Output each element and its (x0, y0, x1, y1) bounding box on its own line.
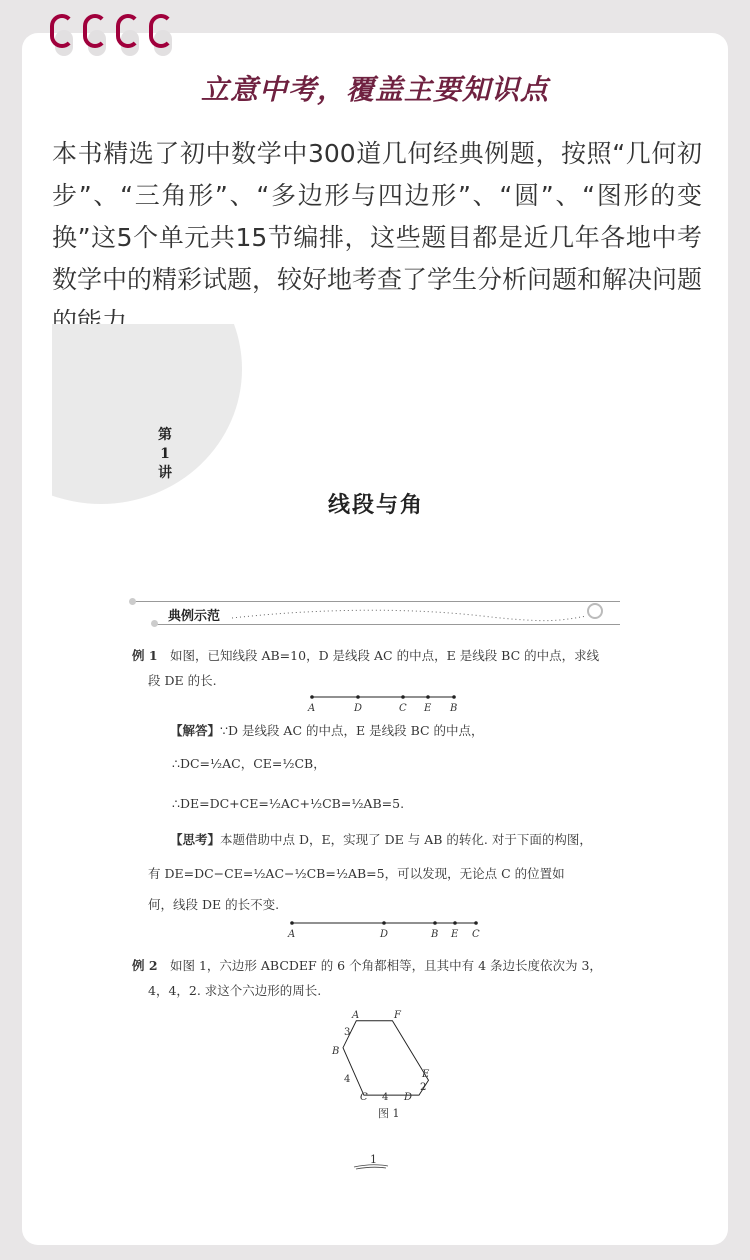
svg-text:A: A (288, 929, 296, 940)
svg-text:A: A (352, 1010, 360, 1021)
intro-paragraph: 本书精选了初中数学中300道几何经典例题，按照“几何初步”、“三角形”、“多边形与四边形”、“圆”、“图形的变换”这5个单元共15节编排，这些题目都是近几年各地中考数学中的精彩试题，较好地考查了学生分析问题和解决问题的能力。 (52, 139, 703, 336)
divider (132, 601, 620, 602)
example-1-text: 如图，已知线段 AB=10，D 是线段 AC 的中点，E 是线段 BC 的中点，求线 (170, 648, 600, 663)
chapter-title: 线段与角 (327, 492, 424, 518)
svg-text:B: B (450, 703, 458, 714)
decorative-circle (52, 324, 242, 504)
example-2-text: 4，4，2. 求这个六边形的周长. (148, 983, 322, 998)
figure-line-segment-2 (284, 918, 484, 940)
svg-text:D: D (380, 929, 389, 940)
lecture-number: 第 1 讲 (158, 427, 172, 481)
page-number: 1 (370, 1153, 377, 1166)
headline: 立意中考，覆盖主要知识点 (200, 73, 549, 106)
answer-line: 【解答】∵D 是线段 AC 的中点，E 是线段 BC 的中点， (170, 723, 484, 738)
svg-text:B: B (431, 929, 439, 940)
svg-text:E: E (451, 929, 459, 940)
magnifier-icon (587, 603, 603, 619)
section-label: 典例示范 (168, 609, 221, 624)
dotted-wave-decoration (232, 608, 592, 622)
answer-line: ∴DC=½AC，CE=½CB， (172, 756, 326, 771)
think-line: 何，线段 DE 的长不变. (148, 897, 280, 912)
svg-text:4: 4 (344, 1074, 351, 1085)
svg-text:C: C (472, 929, 480, 940)
figure-line-segment-1 (304, 692, 464, 714)
example-1-text: 段 DE 的长. (148, 673, 217, 688)
book-page-preview (52, 324, 700, 1184)
svg-text:E: E (424, 703, 432, 714)
example-1-label: 例 1 (132, 648, 158, 663)
think-line: 【思考】本题借助中点 D，E，实现了 DE 与 AB 的转化. 对于下面的构图， (170, 832, 592, 847)
svg-text:F: F (394, 1010, 401, 1021)
svg-text:3: 3 (344, 1027, 351, 1038)
svg-text:B: B (332, 1046, 340, 1057)
page-number-swash (352, 1162, 392, 1172)
example-2-text: 如图 1，六边形 ABCDEF 的 6 个角都相等，且其中有 4 条边长度依次为 3， (170, 958, 602, 973)
example-2-label: 例 2 (132, 958, 158, 973)
divider (152, 624, 620, 625)
svg-text:D: D (354, 703, 363, 714)
svg-text:C: C (360, 1092, 368, 1103)
svg-text:4: 4 (382, 1092, 389, 1103)
svg-text:A: A (308, 703, 316, 714)
svg-text:2: 2 (420, 1082, 427, 1093)
svg-text:E: E (422, 1069, 430, 1080)
figure-caption: 图 1 (378, 1107, 400, 1120)
think-line: 有 DE=DC−CE=½AC−½CB=½AB=5，可以发现，无论点 C 的位置如 (148, 866, 565, 881)
svg-text:C: C (399, 703, 407, 714)
hexagon-figure (328, 1004, 438, 1104)
answer-line: ∴DE=DC+CE=½AC+½CB=½AB=5. (172, 796, 405, 811)
svg-text:D: D (404, 1092, 413, 1103)
